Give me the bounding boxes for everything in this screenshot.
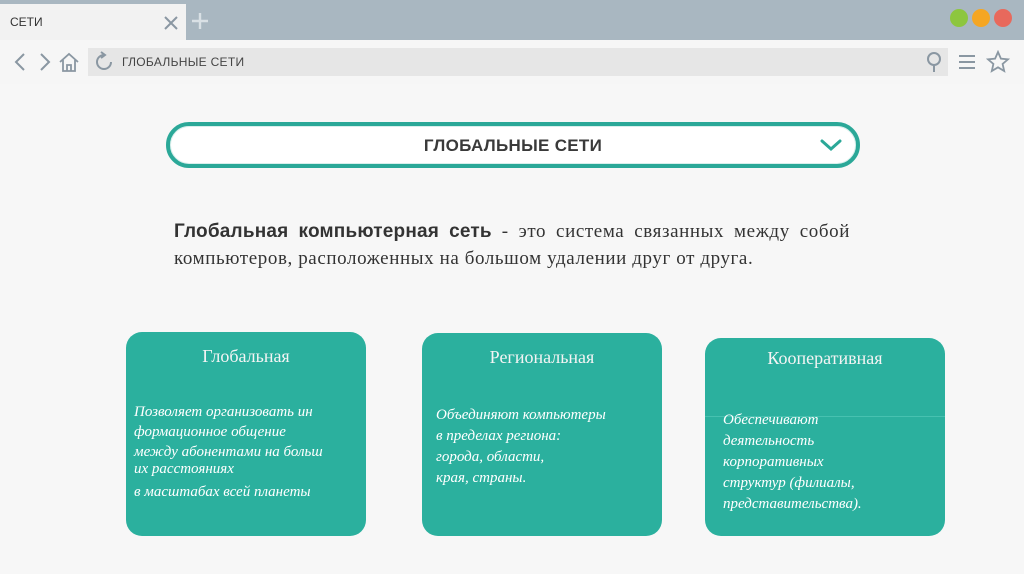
card-line: Позволяет организовать ин — [134, 404, 313, 420]
browser-toolbar — [0, 40, 1024, 84]
address-bar[interactable] — [88, 48, 948, 76]
menu-icon[interactable] — [956, 51, 978, 73]
card-line: города, области, — [436, 449, 545, 465]
section-header[interactable] — [166, 122, 860, 168]
browser-titlebar — [0, 0, 1024, 40]
card-title: Региональная — [489, 347, 595, 367]
page-title: ГЛОБАЛЬНЫЕ СЕТИ — [423, 136, 603, 155]
plus-icon[interactable] — [191, 12, 209, 30]
card-global[interactable] — [126, 332, 366, 536]
card-line: формационное общение — [134, 424, 286, 440]
card-description — [723, 410, 941, 515]
address-text: ГЛОБАЛЬНЫЕ СЕТИ — [122, 55, 245, 69]
search-icon[interactable] — [924, 51, 944, 73]
close-icon[interactable] — [162, 14, 180, 32]
card-line: Обеспечивают — [723, 412, 819, 428]
star-icon[interactable] — [986, 50, 1010, 74]
card-line: в пределах региона: — [436, 428, 562, 444]
card-line: структур (филиалы, — [723, 475, 855, 491]
card-line: в масштабах всей планеты — [134, 484, 311, 500]
tab-title: СЕТИ — [10, 15, 43, 29]
home-icon[interactable] — [58, 51, 80, 73]
close-window-button[interactable] — [994, 9, 1012, 27]
maximize-button[interactable] — [972, 9, 990, 27]
card-line: деятельность — [723, 433, 815, 449]
reload-icon[interactable] — [93, 51, 115, 73]
intro-term: Глобальная компьютерная сеть — [174, 221, 492, 242]
card-line: Объединяют компьютеры — [436, 407, 606, 423]
browser-tab[interactable] — [0, 4, 186, 40]
card-title: Кооперативная — [767, 348, 883, 368]
card-line: их расстояниях — [134, 461, 234, 477]
card-regional[interactable] — [422, 333, 662, 536]
card-title: Глобальная — [202, 346, 290, 366]
card-line: между абонентами на больш — [134, 444, 323, 460]
card-cooperative[interactable] — [705, 338, 945, 536]
card-line: корпоративных — [723, 454, 824, 470]
minimize-button[interactable] — [950, 9, 968, 27]
card-line: края, страны. — [436, 470, 527, 486]
card-line: представительства). — [723, 496, 862, 512]
intro-paragraph — [174, 218, 850, 272]
intro-definition: - это система связанных между собой компьютеров, расположенных на большом удалении друг от друга. — [174, 221, 850, 269]
card-description — [134, 402, 364, 502]
back-icon[interactable] — [10, 51, 32, 73]
forward-icon[interactable] — [33, 51, 55, 73]
card-description — [436, 405, 658, 489]
chevron-down-icon[interactable] — [820, 136, 842, 154]
page-content — [0, 84, 1024, 574]
